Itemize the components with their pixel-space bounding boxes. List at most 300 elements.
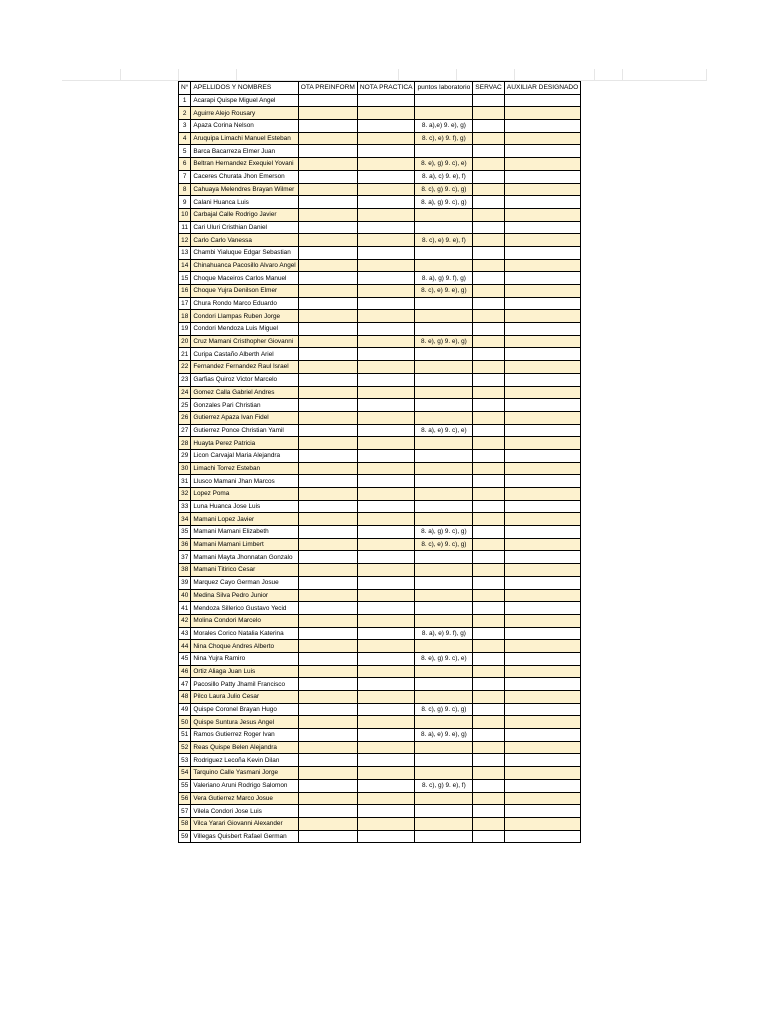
student-name-cell[interactable]: Llusco Mamani Jhan Marcos — [191, 475, 298, 488]
student-name-cell[interactable]: Cahuaya Melendres Brayan Wilmer — [191, 183, 298, 196]
points-cell[interactable] — [415, 830, 473, 843]
preinforme-cell[interactable] — [298, 488, 357, 501]
practica-cell[interactable] — [357, 614, 415, 627]
auxiliar-cell[interactable] — [504, 449, 580, 462]
row-number-cell[interactable]: 14 — [179, 259, 191, 272]
header-preinforme[interactable]: OTA PREINFORM — [298, 82, 357, 95]
points-cell[interactable] — [415, 614, 473, 627]
auxiliar-cell[interactable] — [504, 767, 580, 780]
preinforme-cell[interactable] — [298, 335, 357, 348]
practica-cell[interactable] — [357, 449, 415, 462]
points-cell[interactable] — [415, 513, 473, 526]
student-name-cell[interactable]: Medina Silva Pedro Junior — [191, 589, 298, 602]
row-number-cell[interactable]: 53 — [179, 754, 191, 767]
observacion-cell[interactable] — [473, 196, 505, 209]
points-cell[interactable]: 8. e), g) 9. e), g) — [415, 335, 473, 348]
auxiliar-cell[interactable] — [504, 779, 580, 792]
points-cell[interactable] — [415, 449, 473, 462]
observacion-cell[interactable] — [473, 145, 505, 158]
auxiliar-cell[interactable] — [504, 259, 580, 272]
student-name-cell[interactable]: Aguirre Alejo Rousary — [191, 107, 298, 120]
student-name-cell[interactable]: Vilela Condori Jose Luis — [191, 805, 298, 818]
row-number-cell[interactable]: 45 — [179, 652, 191, 665]
student-name-cell[interactable]: Villegas Quisbert Rafael German — [191, 830, 298, 843]
practica-cell[interactable] — [357, 348, 415, 361]
practica-cell[interactable] — [357, 817, 415, 830]
header-observacion[interactable]: SERVAC — [473, 82, 505, 95]
points-cell[interactable] — [415, 310, 473, 323]
auxiliar-cell[interactable] — [504, 132, 580, 145]
practica-cell[interactable] — [357, 754, 415, 767]
preinforme-cell[interactable] — [298, 449, 357, 462]
points-cell[interactable] — [415, 665, 473, 678]
student-name-cell[interactable]: Marquez Cayo German Josue — [191, 576, 298, 589]
preinforme-cell[interactable] — [298, 691, 357, 704]
points-cell[interactable] — [415, 437, 473, 450]
auxiliar-cell[interactable] — [504, 94, 580, 107]
row-number-cell[interactable]: 49 — [179, 703, 191, 716]
observacion-cell[interactable] — [473, 170, 505, 183]
practica-cell[interactable] — [357, 652, 415, 665]
student-name-cell[interactable]: Beltran Hernandez Exequiel Yovani — [191, 158, 298, 171]
auxiliar-cell[interactable] — [504, 348, 580, 361]
preinforme-cell[interactable] — [298, 424, 357, 437]
row-number-cell[interactable]: 55 — [179, 779, 191, 792]
observacion-cell[interactable] — [473, 779, 505, 792]
student-name-cell[interactable]: Tarquino Calle Yasmani Jorge — [191, 767, 298, 780]
points-cell[interactable] — [415, 462, 473, 475]
preinforme-cell[interactable] — [298, 526, 357, 539]
student-name-cell[interactable]: Nina Yujra Ramiro — [191, 652, 298, 665]
row-number-cell[interactable]: 7 — [179, 170, 191, 183]
student-name-cell[interactable]: Condori Mendoza Luis Miguel — [191, 323, 298, 336]
practica-cell[interactable] — [357, 297, 415, 310]
student-name-cell[interactable]: Vera Gutierrez Marco Josue — [191, 792, 298, 805]
student-name-cell[interactable]: Gomez Calla Gabriel Andres — [191, 386, 298, 399]
points-cell[interactable] — [415, 208, 473, 221]
observacion-cell[interactable] — [473, 767, 505, 780]
auxiliar-cell[interactable] — [504, 475, 580, 488]
points-cell[interactable] — [415, 145, 473, 158]
student-name-cell[interactable]: Licon Carvajal Maria Alejandra — [191, 449, 298, 462]
row-number-cell[interactable]: 21 — [179, 348, 191, 361]
preinforme-cell[interactable] — [298, 614, 357, 627]
practica-cell[interactable] — [357, 488, 415, 501]
student-name-cell[interactable]: Gutierrez Apaza Ivan Fidel — [191, 411, 298, 424]
auxiliar-cell[interactable] — [504, 589, 580, 602]
auxiliar-cell[interactable] — [504, 564, 580, 577]
practica-cell[interactable] — [357, 373, 415, 386]
points-cell[interactable] — [415, 754, 473, 767]
row-number-cell[interactable]: 22 — [179, 361, 191, 374]
observacion-cell[interactable] — [473, 94, 505, 107]
row-number-cell[interactable]: 20 — [179, 335, 191, 348]
row-number-cell[interactable]: 56 — [179, 792, 191, 805]
observacion-cell[interactable] — [473, 488, 505, 501]
row-number-cell[interactable]: 19 — [179, 323, 191, 336]
points-cell[interactable]: 8. a), e) 9. c), e) — [415, 424, 473, 437]
points-cell[interactable] — [415, 361, 473, 374]
preinforme-cell[interactable] — [298, 183, 357, 196]
auxiliar-cell[interactable] — [504, 386, 580, 399]
observacion-cell[interactable] — [473, 221, 505, 234]
row-number-cell[interactable]: 6 — [179, 158, 191, 171]
observacion-cell[interactable] — [473, 691, 505, 704]
student-name-cell[interactable]: Garfias Quiroz Victor Marcelo — [191, 373, 298, 386]
preinforme-cell[interactable] — [298, 221, 357, 234]
row-number-cell[interactable]: 44 — [179, 640, 191, 653]
observacion-cell[interactable] — [473, 183, 505, 196]
student-name-cell[interactable]: Quispe Suntura Jesus Angel — [191, 716, 298, 729]
practica-cell[interactable] — [357, 424, 415, 437]
preinforme-cell[interactable] — [298, 361, 357, 374]
points-cell[interactable] — [415, 475, 473, 488]
row-number-cell[interactable]: 30 — [179, 462, 191, 475]
points-cell[interactable] — [415, 221, 473, 234]
student-name-cell[interactable]: Aruquipa Limachi Manuel Esteban — [191, 132, 298, 145]
points-cell[interactable] — [415, 94, 473, 107]
points-cell[interactable] — [415, 348, 473, 361]
practica-cell[interactable] — [357, 196, 415, 209]
observacion-cell[interactable] — [473, 335, 505, 348]
student-name-cell[interactable]: Luna Huanca Jose Luis — [191, 500, 298, 513]
auxiliar-cell[interactable] — [504, 373, 580, 386]
points-cell[interactable]: 8. e), g) 9. c), e) — [415, 652, 473, 665]
observacion-cell[interactable] — [473, 323, 505, 336]
student-name-cell[interactable]: Cruz Mamani Cristhopher Giovanni — [191, 335, 298, 348]
auxiliar-cell[interactable] — [504, 716, 580, 729]
observacion-cell[interactable] — [473, 373, 505, 386]
observacion-cell[interactable] — [473, 348, 505, 361]
practica-cell[interactable] — [357, 576, 415, 589]
preinforme-cell[interactable] — [298, 310, 357, 323]
header-practica[interactable]: NOTA PRACTICA — [357, 82, 415, 95]
auxiliar-cell[interactable] — [504, 158, 580, 171]
points-cell[interactable] — [415, 678, 473, 691]
observacion-cell[interactable] — [473, 285, 505, 298]
points-cell[interactable]: 8. c), e) 9. e), f) — [415, 234, 473, 247]
practica-cell[interactable] — [357, 767, 415, 780]
preinforme-cell[interactable] — [298, 399, 357, 412]
student-name-cell[interactable]: Condori Llampas Ruben Jorge — [191, 310, 298, 323]
points-cell[interactable]: 8. a), c) 9. e), f) — [415, 170, 473, 183]
points-cell[interactable] — [415, 323, 473, 336]
observacion-cell[interactable] — [473, 437, 505, 450]
practica-cell[interactable] — [357, 779, 415, 792]
auxiliar-cell[interactable] — [504, 691, 580, 704]
preinforme-cell[interactable] — [298, 817, 357, 830]
row-number-cell[interactable]: 50 — [179, 716, 191, 729]
header-name[interactable]: APELLIDOS Y NOMBRES — [191, 82, 298, 95]
row-number-cell[interactable]: 1 — [179, 94, 191, 107]
row-number-cell[interactable]: 35 — [179, 526, 191, 539]
row-number-cell[interactable]: 23 — [179, 373, 191, 386]
points-cell[interactable] — [415, 589, 473, 602]
row-number-cell[interactable]: 40 — [179, 589, 191, 602]
practica-cell[interactable] — [357, 475, 415, 488]
preinforme-cell[interactable] — [298, 323, 357, 336]
observacion-cell[interactable] — [473, 246, 505, 259]
observacion-cell[interactable] — [473, 310, 505, 323]
practica-cell[interactable] — [357, 246, 415, 259]
auxiliar-cell[interactable] — [504, 310, 580, 323]
preinforme-cell[interactable] — [298, 272, 357, 285]
student-name-cell[interactable]: Limachi Torrez Esteban — [191, 462, 298, 475]
points-cell[interactable]: 8. a), g) 9. c), g) — [415, 196, 473, 209]
row-number-cell[interactable]: 41 — [179, 602, 191, 615]
student-name-cell[interactable]: Gonzales Pari Christian — [191, 399, 298, 412]
practica-cell[interactable] — [357, 323, 415, 336]
student-name-cell[interactable]: Chura Rondo Marco Eduardo — [191, 297, 298, 310]
observacion-cell[interactable] — [473, 107, 505, 120]
row-number-cell[interactable]: 33 — [179, 500, 191, 513]
auxiliar-cell[interactable] — [504, 640, 580, 653]
auxiliar-cell[interactable] — [504, 754, 580, 767]
practica-cell[interactable] — [357, 107, 415, 120]
points-cell[interactable] — [415, 259, 473, 272]
observacion-cell[interactable] — [473, 805, 505, 818]
observacion-cell[interactable] — [473, 538, 505, 551]
practica-cell[interactable] — [357, 310, 415, 323]
preinforme-cell[interactable] — [298, 703, 357, 716]
auxiliar-cell[interactable] — [504, 361, 580, 374]
row-number-cell[interactable]: 2 — [179, 107, 191, 120]
practica-cell[interactable] — [357, 411, 415, 424]
auxiliar-cell[interactable] — [504, 627, 580, 640]
student-name-cell[interactable]: Ramos Gutierrez Roger Ivan — [191, 729, 298, 742]
points-cell[interactable]: 8. a), g) 9. f), g) — [415, 272, 473, 285]
observacion-cell[interactable] — [473, 120, 505, 133]
observacion-cell[interactable] — [473, 500, 505, 513]
points-cell[interactable] — [415, 576, 473, 589]
auxiliar-cell[interactable] — [504, 107, 580, 120]
practica-cell[interactable] — [357, 234, 415, 247]
auxiliar-cell[interactable] — [504, 526, 580, 539]
header-puntos[interactable]: puntos laboratorio — [415, 82, 473, 95]
preinforme-cell[interactable] — [298, 246, 357, 259]
auxiliar-cell[interactable] — [504, 500, 580, 513]
student-name-cell[interactable]: Barca Bacarreza Elmer Juan — [191, 145, 298, 158]
observacion-cell[interactable] — [473, 652, 505, 665]
points-cell[interactable] — [415, 488, 473, 501]
practica-cell[interactable] — [357, 437, 415, 450]
preinforme-cell[interactable] — [298, 741, 357, 754]
student-name-cell[interactable]: Morales Corico Natalia Katerina — [191, 627, 298, 640]
preinforme-cell[interactable] — [298, 386, 357, 399]
observacion-cell[interactable] — [473, 741, 505, 754]
row-number-cell[interactable]: 38 — [179, 564, 191, 577]
preinforme-cell[interactable] — [298, 589, 357, 602]
practica-cell[interactable] — [357, 830, 415, 843]
practica-cell[interactable] — [357, 602, 415, 615]
auxiliar-cell[interactable] — [504, 297, 580, 310]
auxiliar-cell[interactable] — [504, 665, 580, 678]
preinforme-cell[interactable] — [298, 94, 357, 107]
practica-cell[interactable] — [357, 551, 415, 564]
student-name-cell[interactable]: Choque Yujra Denilson Elmer — [191, 285, 298, 298]
row-number-cell[interactable]: 3 — [179, 120, 191, 133]
observacion-cell[interactable] — [473, 754, 505, 767]
student-name-cell[interactable]: Mamani Lopez Javier — [191, 513, 298, 526]
row-number-cell[interactable]: 8 — [179, 183, 191, 196]
points-cell[interactable] — [415, 399, 473, 412]
auxiliar-cell[interactable] — [504, 335, 580, 348]
student-name-cell[interactable]: Lopez Poma — [191, 488, 298, 501]
row-number-cell[interactable]: 37 — [179, 551, 191, 564]
practica-cell[interactable] — [357, 627, 415, 640]
student-name-cell[interactable]: Calani Huanca Luis — [191, 196, 298, 209]
auxiliar-cell[interactable] — [504, 424, 580, 437]
auxiliar-cell[interactable] — [504, 399, 580, 412]
points-cell[interactable]: 8. a), e) 9. e), g) — [415, 729, 473, 742]
row-number-cell[interactable]: 26 — [179, 411, 191, 424]
points-cell[interactable]: 8. c), g) 9. e), f) — [415, 779, 473, 792]
observacion-cell[interactable] — [473, 678, 505, 691]
practica-cell[interactable] — [357, 285, 415, 298]
practica-cell[interactable] — [357, 526, 415, 539]
auxiliar-cell[interactable] — [504, 437, 580, 450]
auxiliar-cell[interactable] — [504, 196, 580, 209]
preinforme-cell[interactable] — [298, 627, 357, 640]
preinforme-cell[interactable] — [298, 729, 357, 742]
observacion-cell[interactable] — [473, 551, 505, 564]
row-number-cell[interactable]: 5 — [179, 145, 191, 158]
observacion-cell[interactable] — [473, 627, 505, 640]
row-number-cell[interactable]: 18 — [179, 310, 191, 323]
preinforme-cell[interactable] — [298, 767, 357, 780]
practica-cell[interactable] — [357, 399, 415, 412]
observacion-cell[interactable] — [473, 589, 505, 602]
observacion-cell[interactable] — [473, 640, 505, 653]
observacion-cell[interactable] — [473, 411, 505, 424]
preinforme-cell[interactable] — [298, 500, 357, 513]
student-name-cell[interactable]: Gutierrez Ponce Christian Yamil — [191, 424, 298, 437]
practica-cell[interactable] — [357, 703, 415, 716]
row-number-cell[interactable]: 51 — [179, 729, 191, 742]
student-name-cell[interactable]: Nina Choque Andres Alberto — [191, 640, 298, 653]
auxiliar-cell[interactable] — [504, 817, 580, 830]
student-name-cell[interactable]: Choque Maceiros Carlos Manuel — [191, 272, 298, 285]
preinforme-cell[interactable] — [298, 145, 357, 158]
practica-cell[interactable] — [357, 272, 415, 285]
observacion-cell[interactable] — [473, 716, 505, 729]
preinforme-cell[interactable] — [298, 640, 357, 653]
auxiliar-cell[interactable] — [504, 234, 580, 247]
practica-cell[interactable] — [357, 221, 415, 234]
observacion-cell[interactable] — [473, 208, 505, 221]
practica-cell[interactable] — [357, 729, 415, 742]
practica-cell[interactable] — [357, 335, 415, 348]
auxiliar-cell[interactable] — [504, 323, 580, 336]
row-number-cell[interactable]: 15 — [179, 272, 191, 285]
student-name-cell[interactable]: Caceres Churata Jhon Emerson — [191, 170, 298, 183]
points-cell[interactable]: 8. a), g) 9. c), g) — [415, 526, 473, 539]
preinforme-cell[interactable] — [298, 652, 357, 665]
preinforme-cell[interactable] — [298, 779, 357, 792]
auxiliar-cell[interactable] — [504, 513, 580, 526]
practica-cell[interactable] — [357, 170, 415, 183]
practica-cell[interactable] — [357, 183, 415, 196]
points-cell[interactable]: 8. c), g) 9. c), g) — [415, 703, 473, 716]
practica-cell[interactable] — [357, 564, 415, 577]
preinforme-cell[interactable] — [298, 792, 357, 805]
preinforme-cell[interactable] — [298, 208, 357, 221]
preinforme-cell[interactable] — [298, 475, 357, 488]
auxiliar-cell[interactable] — [504, 652, 580, 665]
auxiliar-cell[interactable] — [504, 120, 580, 133]
practica-cell[interactable] — [357, 361, 415, 374]
student-name-cell[interactable]: Carlo Carlo Vanessa — [191, 234, 298, 247]
student-name-cell[interactable]: Huayta Perez Patricia — [191, 437, 298, 450]
auxiliar-cell[interactable] — [504, 285, 580, 298]
row-number-cell[interactable]: 31 — [179, 475, 191, 488]
row-number-cell[interactable]: 42 — [179, 614, 191, 627]
observacion-cell[interactable] — [473, 792, 505, 805]
practica-cell[interactable] — [357, 792, 415, 805]
observacion-cell[interactable] — [473, 424, 505, 437]
points-cell[interactable] — [415, 551, 473, 564]
observacion-cell[interactable] — [473, 830, 505, 843]
student-name-cell[interactable]: Rodriguez Lecoña Kevin Dilan — [191, 754, 298, 767]
preinforme-cell[interactable] — [298, 513, 357, 526]
auxiliar-cell[interactable] — [504, 488, 580, 501]
points-cell[interactable]: 8. c), e) 9. e), g) — [415, 285, 473, 298]
auxiliar-cell[interactable] — [504, 272, 580, 285]
row-number-cell[interactable]: 27 — [179, 424, 191, 437]
row-number-cell[interactable]: 12 — [179, 234, 191, 247]
preinforme-cell[interactable] — [298, 665, 357, 678]
points-cell[interactable] — [415, 386, 473, 399]
practica-cell[interactable] — [357, 691, 415, 704]
points-cell[interactable] — [415, 500, 473, 513]
auxiliar-cell[interactable] — [504, 703, 580, 716]
student-name-cell[interactable]: Apaza Corina Nelson — [191, 120, 298, 133]
observacion-cell[interactable] — [473, 386, 505, 399]
student-name-cell[interactable]: Curipa Castaño Alberth Ariel — [191, 348, 298, 361]
preinforme-cell[interactable] — [298, 373, 357, 386]
row-number-cell[interactable]: 39 — [179, 576, 191, 589]
student-name-cell[interactable]: Chinahuanca Pacosillo Alvaro Angel — [191, 259, 298, 272]
points-cell[interactable] — [415, 640, 473, 653]
student-name-cell[interactable]: Chambi Yialuque Edgar Sebastian — [191, 246, 298, 259]
observacion-cell[interactable] — [473, 361, 505, 374]
preinforme-cell[interactable] — [298, 234, 357, 247]
practica-cell[interactable] — [357, 805, 415, 818]
observacion-cell[interactable] — [473, 817, 505, 830]
points-cell[interactable]: 8. a), e) 9. f), g) — [415, 627, 473, 640]
observacion-cell[interactable] — [473, 234, 505, 247]
student-name-cell[interactable]: Vilca Yarari Giovanni Alexander — [191, 817, 298, 830]
row-number-cell[interactable]: 10 — [179, 208, 191, 221]
preinforme-cell[interactable] — [298, 107, 357, 120]
row-number-cell[interactable]: 16 — [179, 285, 191, 298]
auxiliar-cell[interactable] — [504, 741, 580, 754]
row-number-cell[interactable]: 32 — [179, 488, 191, 501]
practica-cell[interactable] — [357, 120, 415, 133]
preinforme-cell[interactable] — [298, 551, 357, 564]
observacion-cell[interactable] — [473, 132, 505, 145]
row-number-cell[interactable]: 13 — [179, 246, 191, 259]
auxiliar-cell[interactable] — [504, 221, 580, 234]
observacion-cell[interactable] — [473, 665, 505, 678]
row-number-cell[interactable]: 47 — [179, 678, 191, 691]
row-number-cell[interactable]: 28 — [179, 437, 191, 450]
observacion-cell[interactable] — [473, 399, 505, 412]
preinforme-cell[interactable] — [298, 437, 357, 450]
observacion-cell[interactable] — [473, 576, 505, 589]
preinforme-cell[interactable] — [298, 411, 357, 424]
preinforme-cell[interactable] — [298, 830, 357, 843]
